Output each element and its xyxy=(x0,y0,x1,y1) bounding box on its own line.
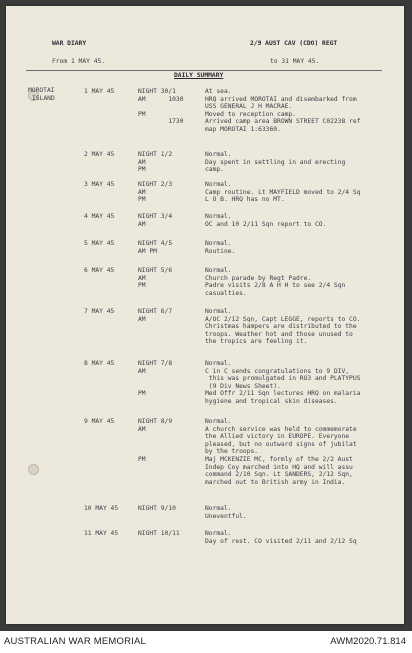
entry-text: pleased, but no outward signs of jubilat xyxy=(205,440,357,448)
entry-text: Normal. xyxy=(205,240,232,247)
entry-text: USS GENERAL J H MACRAE. xyxy=(205,103,293,111)
entry-text: Indep Coy marched into HQ and will assu xyxy=(205,463,353,471)
entry-text: by the troops. xyxy=(205,448,259,456)
entry-text: (9 Div News Sheet). xyxy=(205,382,281,390)
entry-text: C in C sends congratulations to 9 DIV, xyxy=(205,367,350,375)
entry-text: Christmas hampers are distributed to the xyxy=(205,323,357,331)
entry-date: 4 MAY 45 xyxy=(84,213,115,220)
entry-text: Routine. xyxy=(205,247,236,255)
entry-text: Med Offr 2/11 Sqn lectures HRQ on malaria xyxy=(205,390,361,398)
diary-title: WAR DIARY xyxy=(52,40,87,47)
entry-date: 8 MAY 45 xyxy=(84,360,115,367)
entry-time: AM xyxy=(138,315,146,323)
entry-text: Moved to reception camp. xyxy=(205,110,296,118)
entry-text: Normal. xyxy=(205,151,232,158)
entry-text: Normal. xyxy=(205,418,232,425)
header-rule xyxy=(26,70,382,71)
entry-text: Normal. xyxy=(205,360,232,367)
entry-text: Normal. xyxy=(205,308,232,315)
entry-time: PM xyxy=(138,196,146,204)
entry-date: 11 MAY 45 xyxy=(84,530,119,537)
entry-text: At sea. xyxy=(205,88,232,95)
entry-text: the Allied victory in EUROPE. Everyone xyxy=(205,433,350,441)
entry-text: Normal. xyxy=(205,505,232,512)
entry-night-code: NIGHT 9/10 xyxy=(138,505,176,512)
entry-night-code: NIGHT 7/8 xyxy=(138,360,173,367)
entry-time: PM xyxy=(138,456,146,463)
entry-text: command 2/10 Sqn. Lt SANDERS, 2/12 Sqn, xyxy=(205,471,353,479)
diary-page xyxy=(6,6,404,624)
entry-text: Day of rest. CO visited 2/11 and 2/12 Sq xyxy=(205,537,357,545)
entry-date: 7 MAY 45 xyxy=(84,308,115,315)
entry-night-code: NIGHT 2/3 xyxy=(138,181,173,188)
entry-text: troops. Weather hot and those unused to xyxy=(205,330,353,338)
entry-time: AM xyxy=(138,425,146,433)
entry-night-code: NIGHT 8/9 xyxy=(138,418,173,425)
entry-night-code: NIGHT 5/6 xyxy=(138,267,173,274)
entry-time: AM xyxy=(138,367,146,375)
entry-night-code: NIGHT 4/5 xyxy=(138,240,173,247)
entry-text: casualties. xyxy=(205,289,247,297)
entry-time: AM xyxy=(138,188,146,196)
entry-time: PM xyxy=(138,166,146,174)
entry-text: map MOROTAI 1:63360. xyxy=(205,126,281,133)
period-from: From 1 MAY 45. xyxy=(52,58,106,65)
place-line: MOROTAI xyxy=(28,87,55,94)
entry-time: AM 1030 xyxy=(138,95,184,103)
entry-text: marched out to British army in India. xyxy=(205,478,346,486)
entry-text: Church parade by Regt Padre. xyxy=(205,274,312,282)
entry-night-code: NIGHT 30/1 xyxy=(138,88,176,95)
entry-text: Normal. xyxy=(205,530,232,537)
entry-time: AM PM xyxy=(138,247,157,255)
entry-text: OC and 10 2/11 Sqn report to CO. xyxy=(205,220,327,228)
entry-time: PM xyxy=(138,390,146,398)
entry-night-code: NIGHT 6/7 xyxy=(138,308,173,315)
unit-name: 2/9 AUST CAV (CDO) REGT xyxy=(250,40,338,47)
entry-text: the tropics are feeling it. xyxy=(205,338,308,346)
entry-text: A/OC 2/12 Sqn, Capt LEGGE, reports to CO. xyxy=(205,315,361,323)
entry-text: Padre visits 2/8 A H H to see 2/4 Sqn xyxy=(205,282,346,290)
entry-text: L O B. HRQ has no MT. xyxy=(205,196,285,204)
entry-text: Normal. xyxy=(205,267,232,274)
entry-time: 1730 xyxy=(138,118,184,126)
entry-date: 3 MAY 45 xyxy=(84,181,115,188)
entry-date: 9 MAY 45 xyxy=(84,418,115,425)
entry-time: AM xyxy=(138,158,146,166)
entry-text: this was promulgated in RO3 and PLATYPUS xyxy=(205,375,361,383)
entry-night-code: NIGHT 1/2 xyxy=(138,151,173,158)
entry-date: 10 MAY 45 xyxy=(84,505,119,512)
footer-accession: AWM2020.71.814 xyxy=(330,636,406,647)
entry-date: 5 MAY 45 xyxy=(84,240,115,247)
period-to: to 31 MAY 45. xyxy=(270,58,320,65)
entry-time: PM xyxy=(138,282,146,290)
entry-text: Uneventful. xyxy=(205,512,247,520)
entry-text: Normal. xyxy=(205,181,232,188)
place-line: ISLAND xyxy=(32,95,55,102)
entry-date: 6 MAY 45 xyxy=(84,267,115,274)
entry-night-code: NIGHT 10/11 xyxy=(138,530,180,537)
entry-date: 1 MAY 45 xyxy=(84,88,115,95)
entry-time: AM xyxy=(138,220,146,228)
entry-text: Normal. xyxy=(205,213,232,220)
entry-night-code: NIGHT 3/4 xyxy=(138,213,173,220)
entry-text: Arrived camp area BROWN STREET C02238 ref xyxy=(205,118,361,126)
entry-time: PM xyxy=(138,110,146,118)
section-heading: DAILY SUMMARY xyxy=(174,72,224,79)
entry-date: 2 MAY 45 xyxy=(84,151,115,158)
entry-text: A church service was held to commemorate xyxy=(205,425,357,433)
entry-text: hygiene and tropical skin diseases. xyxy=(205,398,338,405)
footer-bar xyxy=(0,631,412,653)
entry-text: HRQ arrived MOROTAI and disembarked from xyxy=(205,95,357,103)
entry-text: Maj MCKENZIE MC, formly of the 2/2 Aust xyxy=(205,456,353,463)
footer-institution: AUSTRALIAN WAR MEMORIAL xyxy=(4,636,147,647)
entry-text: camp. xyxy=(205,166,224,174)
punch-hole xyxy=(28,464,39,475)
entry-text: Day spent in settling in and erecting xyxy=(205,158,346,166)
entry-text: Camp routine. Lt MAYFIELD moved to 2/4 Sq xyxy=(205,188,361,196)
entry-time: AM xyxy=(138,274,146,282)
